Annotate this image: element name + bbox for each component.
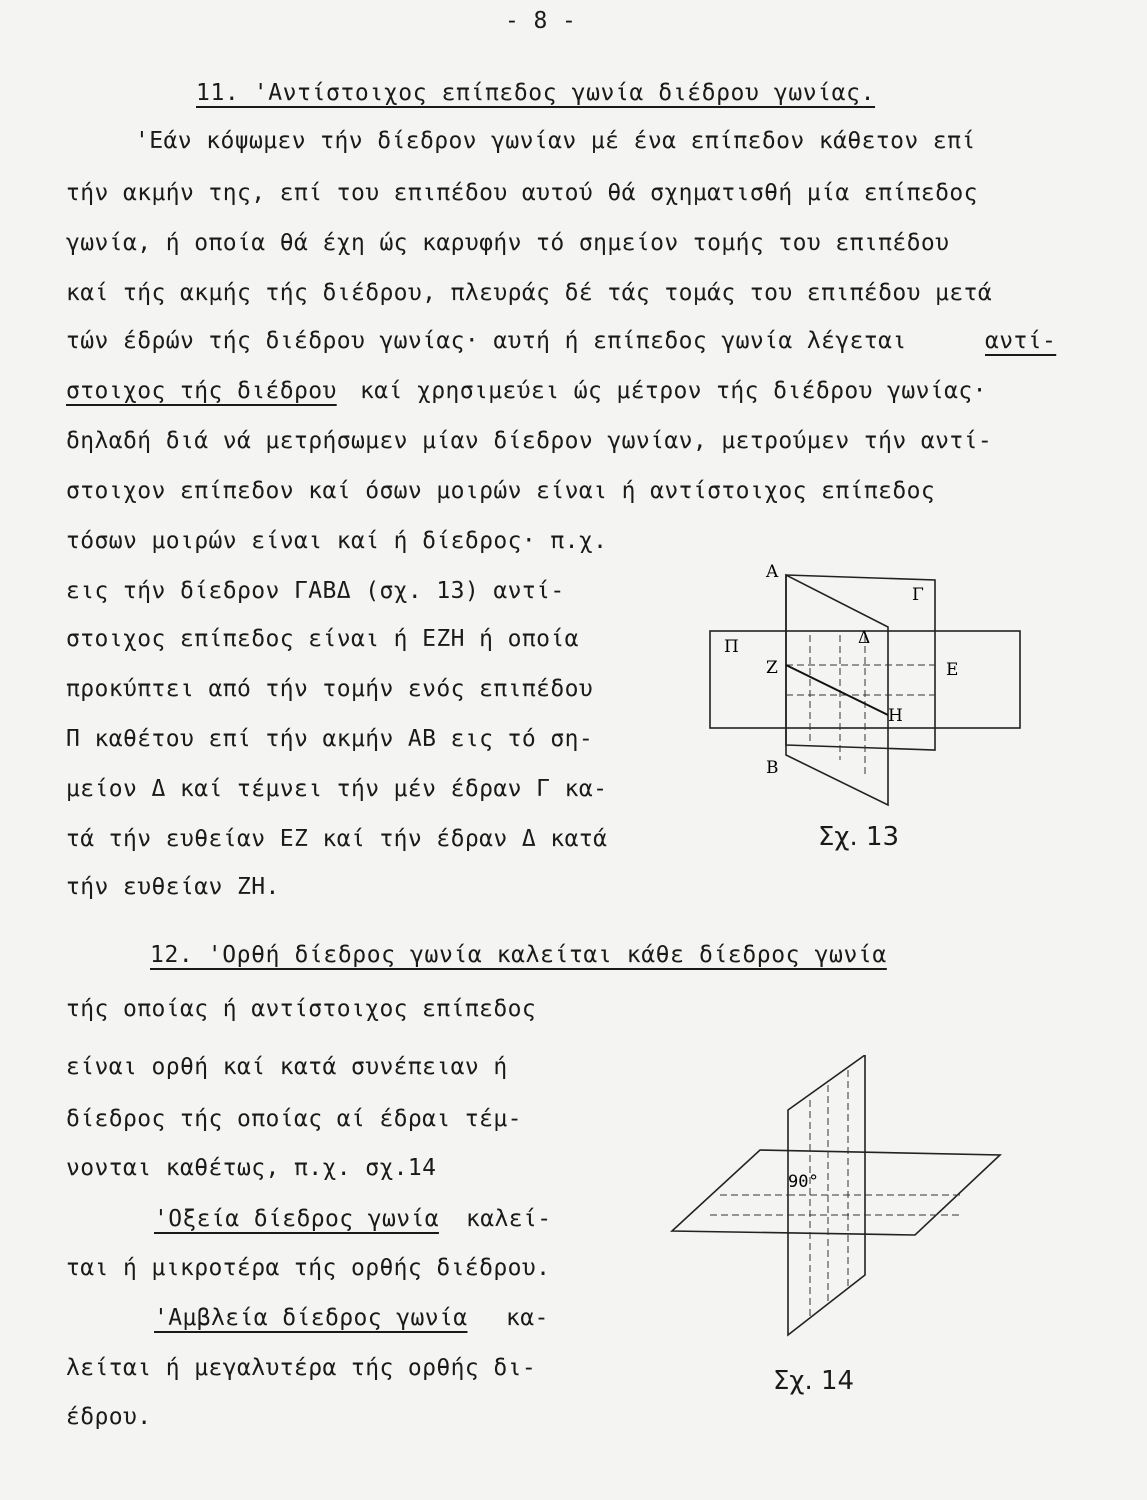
text-line: στοιχος επίπεδος είναι ή ΕΖΗ ή οποία: [66, 626, 579, 652]
text-line: τόσων μοιρών είναι καί ή δίεδρος· π.χ.: [66, 528, 608, 554]
text-line: τών έδρών τής διέδρου γωνίας· αυτή ή επίπεδος γωνία λέγεται: [66, 328, 907, 354]
term-tis-diedrou: στοιχος τής διέδρου: [66, 378, 337, 404]
text-line: λείται ή μεγαλυτέρα τής ορθής δι-: [66, 1355, 537, 1381]
label-z: Ζ: [766, 658, 778, 678]
section-11-heading: 11. 'Αντίστοιχος επίπεδος γωνία διέδρου γωνίας.: [196, 80, 876, 106]
text-line: καλεί-: [466, 1206, 552, 1232]
text-line: καί τής ακμής τής διέδρου, πλευράς δέ τάς τομάς του επιπέδου μετά: [66, 280, 993, 306]
label-e: Ε: [946, 660, 959, 680]
label-h: Η: [888, 706, 903, 726]
text-line: στοιχον επίπεδον καί όσων μοιρών είναι ή αντίστοιχος επίπεδος: [66, 478, 936, 504]
page-number: - 8 -: [505, 8, 577, 34]
angle-90-label: 90°: [788, 1172, 819, 1192]
text-line: γωνία, ή οποία θά έχη ώς καρυφήν τό σημείον τομής του επιπέδου: [66, 230, 950, 256]
text-line: τήν ακμήν της, επί του επιπέδου αυτού θά σχηματισθή μία επίπεδος: [66, 180, 978, 206]
text-line: ται ή μικροτέρα τής ορθής διέδρου.: [66, 1255, 551, 1281]
text-line: έδρου.: [66, 1404, 152, 1430]
text-line: τήν ευθείαν ΖΗ.: [66, 874, 280, 900]
horizontal-plane: [672, 1150, 1000, 1235]
term-amvleia: 'Αμβλεία δίεδρος γωνία: [154, 1305, 468, 1331]
text-line: εις τήν δίεδρον ΓΑΒΔ (σχ. 13) αντί-: [66, 578, 565, 604]
text-line: δηλαδή διά νά μετρήσωμεν μίαν δίεδρον γωνίαν, μετρούμεν τήν αντί-: [66, 428, 993, 454]
text-line: είναι ορθή καί κατά συνέπειαν ή: [66, 1054, 508, 1080]
label-a: Α: [766, 562, 779, 582]
text-line: Π καθέτου επί τήν ακμήν ΑΒ εις τό ση-: [66, 726, 594, 752]
section-12-heading: 12. 'Ορθή δίεδρος γωνία καλείται κάθε δίεδρος γωνία: [150, 942, 887, 968]
text-line: 'Εάν κόψωμεν τήν δίεδρον γωνίαν μέ ένα επίπεδον κάθετον επί: [135, 128, 976, 154]
label-p: Π: [724, 637, 739, 657]
text-line: νονται καθέτως, π.χ. σχ.14: [66, 1155, 437, 1181]
label-g: Γ: [912, 585, 924, 605]
text-line: τής οποίας ή αντίστοιχος επίπεδος: [66, 996, 537, 1022]
figure-14-caption: Σχ. 14: [773, 1366, 855, 1396]
label-b: Β: [766, 758, 779, 778]
figure-13-caption: Σχ. 13: [818, 822, 900, 852]
term-antistoichos: αντί-: [985, 328, 1057, 354]
figure-14-diagram: [660, 1055, 1020, 1355]
term-oxeia: 'Οξεία δίεδρος γωνία: [154, 1206, 439, 1232]
text-line: μείον Δ καί τέμνει τήν μέν έδραν Γ κα-: [66, 776, 608, 802]
text-line: προκύπτει από τήν τομήν ενός επιπέδου: [66, 676, 594, 702]
figure-13-diagram: [690, 555, 1030, 815]
label-d: Δ: [858, 628, 871, 648]
text-line: δίεδρος τής οποίας αί έδραι τέμ-: [66, 1106, 522, 1132]
text-line: κα-: [506, 1305, 549, 1331]
text-line: τά τήν ευθείαν ΕΖ καί τήν έδραν Δ κατά: [66, 826, 608, 852]
text-line: καί χρησιμεύει ώς μέτρον τής διέδρου γωνίας·: [360, 378, 987, 404]
